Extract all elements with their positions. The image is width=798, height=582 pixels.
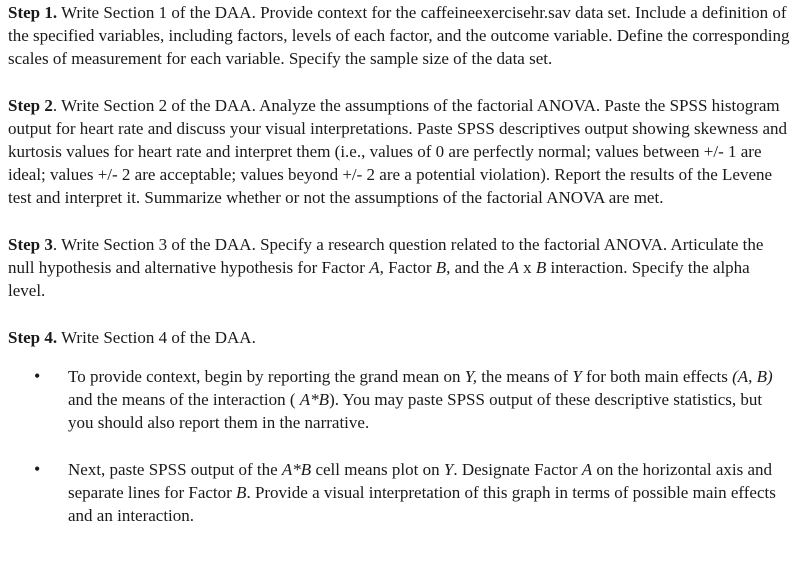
bullet-item-context	[8, 365, 790, 434]
factor-b-italic: B	[435, 258, 447, 277]
bullet-text: on the horizontal axis and separate lines for Factor	[68, 460, 773, 502]
factor-b-italic: B	[535, 258, 547, 277]
step-3-text: x	[518, 258, 536, 277]
factor-a-italic: A	[508, 258, 519, 277]
step-4-label: Step 4.	[8, 328, 58, 347]
step-3-text: , and the	[446, 258, 509, 277]
bullet-text: cell means plot on	[311, 460, 444, 479]
bullet-text: . Provide a visual interpretation of this graph in terms of possible main effects and an interaction.	[68, 483, 776, 525]
bullet-italic: A*B	[299, 390, 330, 409]
step-3-paragraph	[8, 233, 790, 302]
bullet-item-plot	[8, 458, 790, 527]
step-2-label: Step 2	[8, 96, 53, 115]
bullet-text: and the means of the interaction (	[68, 390, 300, 409]
step-2-paragraph	[8, 94, 790, 209]
bullet-italic: (A, B)	[732, 367, 773, 386]
factor-a-italic: A	[369, 258, 380, 277]
step-1-text: Write Section 1 of the DAA. Provide context for the caffeineexercisehr.sav data set. Include a definition of the specified variables, including factors, levels of each factor, and the outcome variable. Define the corresponding scales of measurement for each variable. Specify the sample size of the data set.	[8, 3, 790, 68]
step-1-paragraph	[8, 1, 790, 70]
bullet-text: Next, paste SPSS output of the	[68, 460, 282, 479]
bullet-text: for both main effects	[581, 367, 733, 386]
bullet-italic: Y	[443, 460, 454, 479]
bullet-text: . Designate Factor	[453, 460, 582, 479]
bullet-icon: •	[34, 366, 41, 386]
step-3-label: Step 3	[8, 235, 53, 254]
step-2-text: . Write Section 2 of the DAA. Analyze the assumptions of the factorial ANOVA. Paste the SPSS histogram output for heart rate and discuss your visual interpretations. Paste SPSS descriptives output showing skewness and kurtosis values for heart rate and interpret them (i.e., values of 0 are perfectly normal; values between +/- 1 are ideal; values +/- 2 are acceptable; values beyond +/- 2 are a potential violation). Report the results of the Levene test and interpret it. Summarize whether or not the assumptions of the factorial ANOVA are met.	[8, 96, 788, 207]
step-4-paragraph	[8, 326, 790, 349]
bullet-icon: •	[34, 459, 41, 479]
bullet-italic: B	[236, 483, 247, 502]
bullet-italic: Y,	[464, 367, 477, 386]
step-3-text: interaction. Specify the alpha level.	[8, 258, 750, 300]
bullet-text: To provide context, begin by reporting the grand mean on	[68, 367, 465, 386]
step-3-text: . Write Section 3 of the DAA. Specify a research question related to the factorial ANOVA. Articulate the null hypothesis and alternative hypothesis for Factor	[8, 235, 764, 277]
bullet-text: the means of	[476, 367, 573, 386]
step-3-text: , Factor	[379, 258, 436, 277]
bullet-italic: A	[581, 460, 593, 479]
bullet-italic: Y	[572, 367, 582, 386]
step-1-label: Step 1.	[8, 3, 58, 22]
step-4-bullet-list	[8, 365, 790, 527]
step-4-text: Write Section 4 of the DAA.	[57, 328, 256, 347]
bullet-italic: A*B	[281, 460, 312, 479]
bullet-text: ). You may paste SPSS output of these descriptive statistics, but you should also report them in the narrative.	[68, 390, 763, 432]
